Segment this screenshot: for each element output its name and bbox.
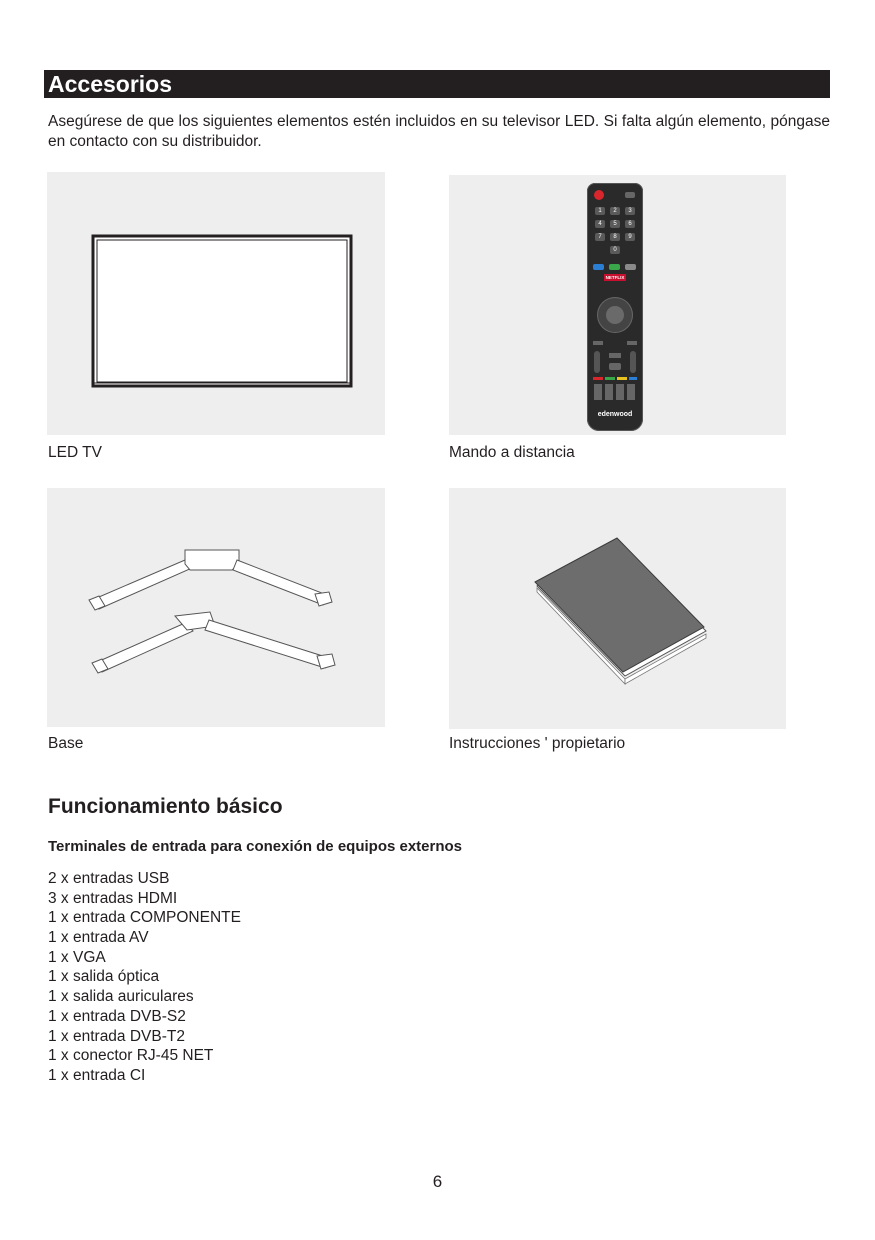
ok-button-graphic (606, 306, 624, 324)
list-item: 1 x entrada CI (48, 1066, 146, 1084)
intro-text: Asegúrese de que los siguientes elementos estén incluidos en su televisor LED. Si falta algún elemento, póngase en contacto con su distribuidor. (48, 113, 830, 150)
accessory-label-remote: Mando a distancia (449, 444, 575, 461)
list-item: 1 x conector RJ-45 NET (48, 1047, 214, 1065)
remote-key-2: 2 (610, 207, 620, 215)
accessory-label-stand: Base (48, 735, 84, 752)
list-item: 1 x entrada COMPONENTE (48, 909, 241, 927)
remote-key-3: 3 (625, 207, 635, 215)
input-terminals-subheading: Terminales de entrada para conexión de equipos externos (48, 838, 463, 855)
manual-panel (449, 488, 786, 729)
manual-icon (449, 488, 786, 729)
tv-panel (47, 172, 385, 435)
accessory-label-tv: LED TV (48, 444, 102, 461)
stand-panel (47, 488, 385, 727)
list-item: 1 x entrada DVB-T2 (48, 1027, 185, 1045)
remote-key-4: 4 (595, 220, 605, 228)
stand-icon (47, 488, 385, 727)
power-button-graphic (594, 190, 604, 200)
list-item: 1 x entrada DVB-S2 (48, 1007, 186, 1025)
remote-key-6: 6 (625, 220, 635, 228)
section-title: Accesorios (48, 71, 173, 97)
remote-control-icon (587, 183, 643, 431)
terminal-list (48, 869, 241, 1086)
remote-brand-label: edenwood (597, 411, 633, 418)
list-item: 2 x entradas USB (48, 870, 170, 887)
list-item: 1 x salida auriculares (48, 988, 194, 1006)
list-item: 1 x salida óptica (48, 968, 160, 986)
remote-key-5: 5 (610, 220, 620, 228)
list-item: 1 x entrada AV (48, 929, 149, 947)
remote-key-7: 7 (595, 233, 605, 241)
remote-key-9: 9 (625, 233, 635, 241)
remote-key-8: 8 (610, 233, 620, 241)
remote-panel (449, 175, 786, 435)
accessory-label-manual: Instrucciones ' propietario (449, 735, 626, 752)
netflix-button-graphic: NETFLIX (605, 275, 625, 280)
page-number: 6 (432, 1172, 443, 1191)
section-header-bar (44, 70, 830, 98)
basic-operation-heading: Funcionamiento básico (48, 795, 283, 818)
list-item: 3 x entradas HDMI (48, 889, 178, 907)
remote-key-1: 1 (595, 207, 605, 215)
tv-icon (47, 172, 385, 435)
remote-key-0: 0 (610, 246, 620, 254)
list-item: 1 x VGA (48, 948, 106, 966)
